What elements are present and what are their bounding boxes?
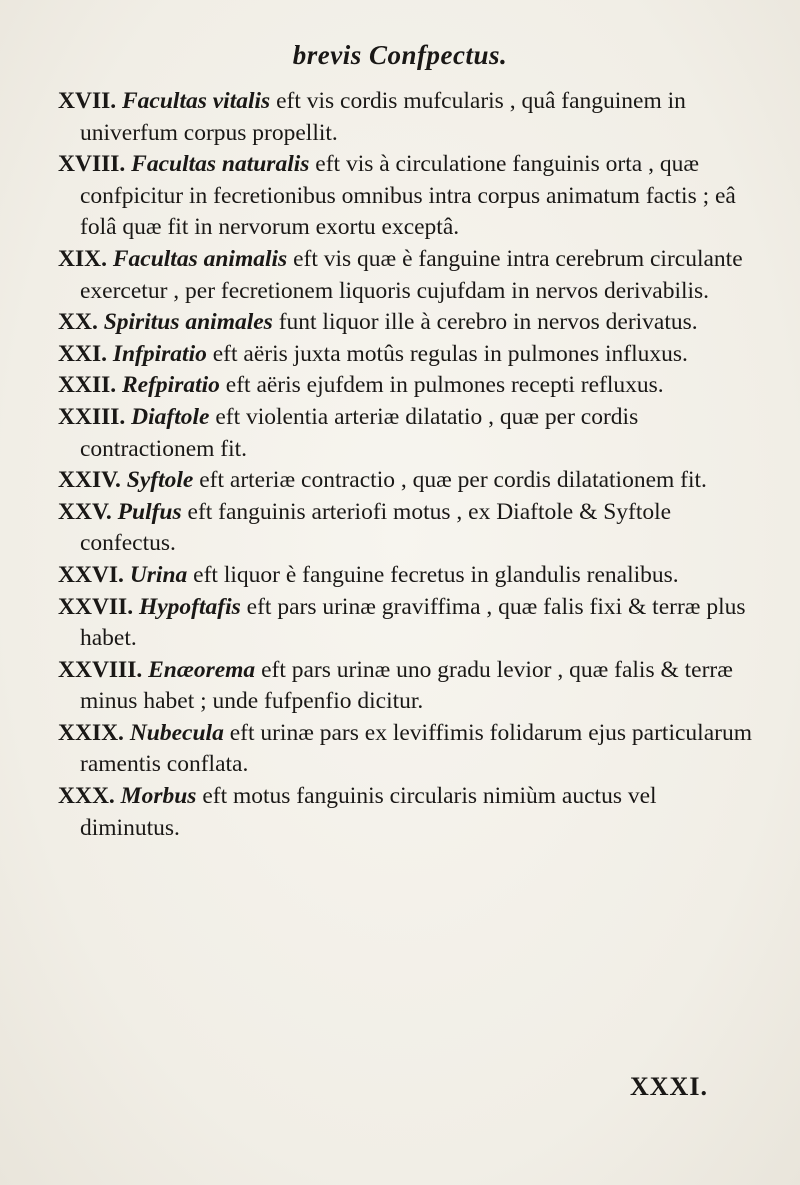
- entry-term: Nubecula: [129, 719, 224, 746]
- entry-number: XXVIII.: [58, 656, 143, 683]
- entry-definition: eft vis cordis mufcularis , quâ fanguinem in univerfum corpus propellit.: [80, 88, 686, 146]
- entry-number: XIX.: [58, 245, 107, 272]
- entry-number: XXI.: [58, 340, 107, 367]
- entry-number: XVIII.: [58, 151, 126, 178]
- entry-definition: eft pars urinæ graviffima , quæ falis fixi & terræ plus habet.: [80, 593, 746, 652]
- entry-number: XXX.: [58, 783, 115, 810]
- entry-term: Infpiratio: [112, 340, 207, 367]
- definition-entry: [58, 718, 758, 781]
- entry-number: XXII.: [58, 372, 117, 399]
- entry-number: XXVI.: [58, 561, 124, 588]
- entry-term: Spiritus animales: [103, 309, 273, 336]
- entry-definition: eft vis à circulatione fanguinis orta , quæ confpicitur in fecretionibus omnibus intra corpus animatum factis ; eâ folâ quæ fit in nervorum exortu exceptâ.: [80, 151, 736, 241]
- definition-entry: [58, 560, 758, 592]
- entry-term: Refpiratio: [121, 372, 220, 399]
- entry-term: Hypoftafis: [138, 593, 241, 620]
- definition-entry: [58, 465, 758, 497]
- entry-number: XX.: [58, 309, 98, 336]
- entry-definition: eft fanguinis arteriofi motus , ex Diaftole & Syftole confectus.: [80, 498, 672, 557]
- entry-definition: eft arteriæ contractio , quæ per cordis dilatationem fit.: [193, 467, 707, 494]
- entry-definition: eft liquor è fanguine fecretus in glandulis renalibus.: [187, 561, 679, 588]
- entry-term: Morbus: [120, 783, 197, 810]
- entry-definition: funt liquor ille à cerebro in nervos derivatus.: [272, 309, 698, 336]
- running-header: brevis Confpectus.: [292, 40, 508, 70]
- entry-definition: eft aëris ejufdem in pulmones recepti refluxus.: [219, 372, 664, 399]
- entry-term: Facultas vitalis: [121, 88, 271, 114]
- definition-entry: [58, 86, 758, 149]
- entry-number: XXVII.: [58, 593, 134, 620]
- definition-entry: [58, 307, 758, 339]
- definition-list: [58, 86, 758, 844]
- entry-term: Pulfus: [117, 498, 182, 525]
- definition-entry: [58, 655, 758, 718]
- entry-number: XXIV.: [58, 467, 121, 494]
- entry-number: XVII.: [58, 88, 117, 114]
- definition-entry: [58, 402, 758, 465]
- entry-term: Diaftole: [131, 403, 210, 430]
- entry-number: XXIX.: [58, 719, 124, 746]
- entry-number: XXV.: [58, 498, 112, 525]
- definition-entry: [58, 592, 758, 655]
- entry-definition: eft motus fanguinis circularis nimiùm auctus vel diminutus.: [80, 783, 657, 841]
- definition-entry: [58, 370, 758, 402]
- definition-entry: [58, 244, 758, 307]
- entry-definition: eft aëris juxta motûs regulas in pulmones influxus.: [206, 340, 688, 367]
- entry-definition: eft pars urinæ uno gradu levior , quæ falis & terræ minus habet ; unde fufpenfio dicitur.: [80, 656, 733, 715]
- definition-entry: [58, 339, 758, 371]
- entry-term: Syftole: [126, 467, 194, 494]
- entry-term: Enæorema: [148, 656, 256, 683]
- definition-entry: [58, 149, 758, 244]
- definition-entry: [58, 781, 758, 844]
- entry-term: Facultas animalis: [112, 245, 288, 272]
- entry-term: Facultas naturalis: [131, 151, 310, 178]
- entry-number: XXIII.: [58, 403, 126, 430]
- entry-definition: eft urinæ pars ex leviffimis folidarum ejus particularum ramentis conflata.: [80, 719, 752, 778]
- entry-definition: eft vis quæ è fanguine intra cerebrum circulante exercetur , per fecretionem liquoris cujufdam in nervos derivabilis.: [80, 245, 743, 304]
- definition-entry: [58, 497, 758, 560]
- entry-definition: eft violentia arteriæ dilatatio , quæ per cordis contractionem fit.: [80, 403, 639, 462]
- catchword: XXXI.: [630, 1072, 708, 1101]
- entry-term: Urina: [129, 561, 188, 588]
